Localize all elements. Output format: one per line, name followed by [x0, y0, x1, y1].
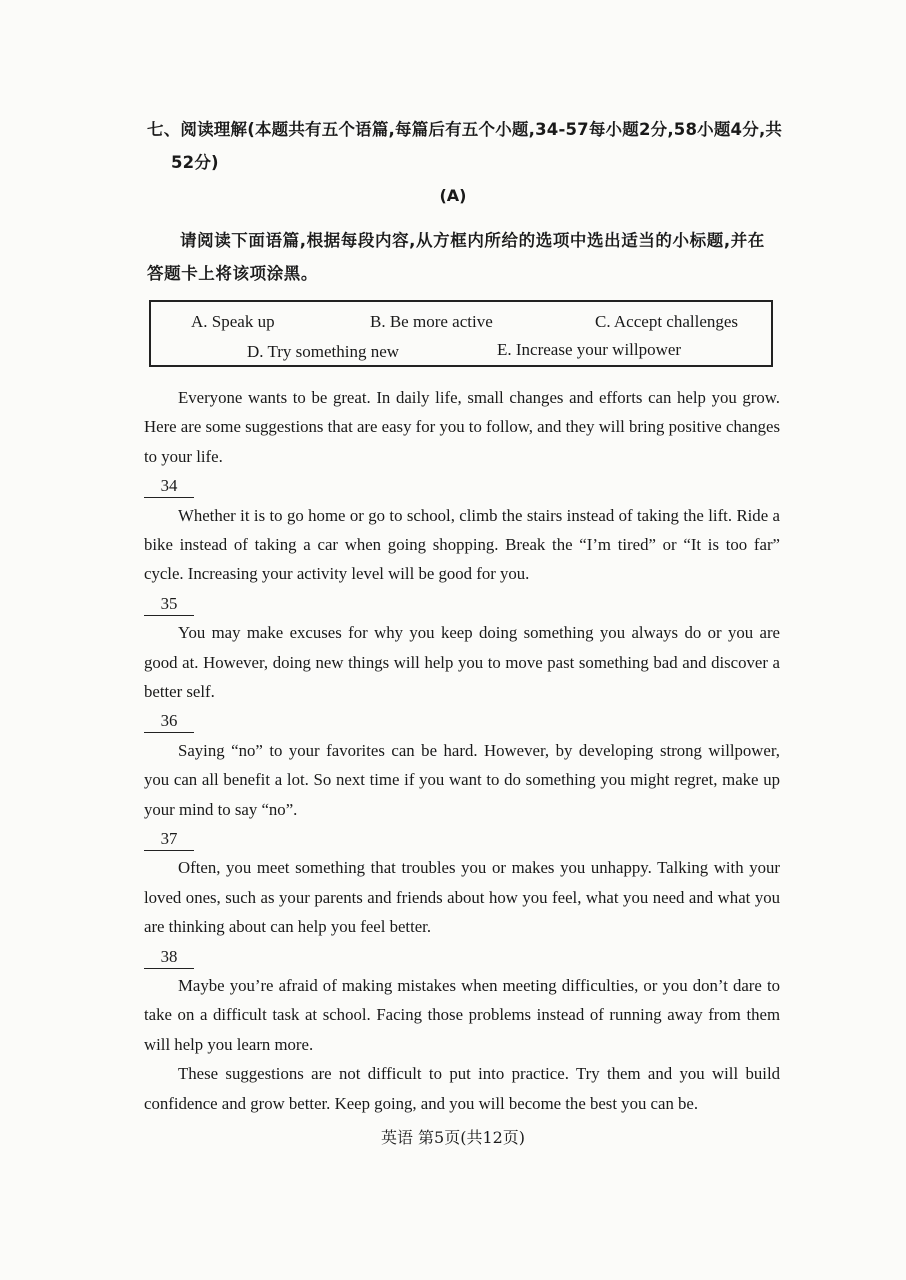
passage-body [144, 383, 780, 1118]
passage-label: (A) [439, 186, 467, 205]
answer-blank-38 [144, 942, 780, 971]
question-number: 34 [144, 475, 194, 498]
answer-blank-37 [144, 824, 780, 853]
question-number: 35 [144, 593, 194, 616]
options-box [149, 300, 773, 367]
answer-blank-34 [144, 471, 780, 500]
answer-blank-35 [144, 589, 780, 618]
question-paragraph: Maybe you’re afraid of making mistakes when meeting difficulties, or you don’t dare to take on a difficult task at school. Facing those problems instead of running away from them will help you learn more. [144, 976, 780, 1054]
question-paragraph: Saying “no” to your favorites can be hard. However, by developing strong willpower, you can all benefit a lot. So next time if you want to do something you might regret, make up your mind to say “no”. [144, 740, 780, 819]
section-heading-line2: 52分) [171, 153, 219, 172]
option-e: E. Increase your willpower [497, 340, 682, 359]
option-a: A. Speak up [191, 312, 275, 331]
page-footer: 英语 第5页(共12页) [380, 1128, 526, 1147]
answer-blank-36 [144, 706, 780, 735]
question-number: 36 [144, 710, 194, 733]
option-c: C. Accept challenges [595, 312, 739, 331]
question-paragraph: You may make excuses for why you keep doing something you always do or you are good at. However, doing new things will help you to move past something bad and discover a better self. [144, 623, 780, 702]
option-b: B. Be more active [370, 312, 493, 331]
option-d: D. Try something new [247, 342, 400, 361]
instruction-text: 请阅读下面语篇,根据每段内容,从方框内所给的选项中选出适当的小标题,并在答题卡上将该项涂黑。 [147, 231, 765, 283]
conclusion-paragraph: These suggestions are not difficult to put into practice. Try them and you will build confidence and grow better. Keep going, and you will become the best you can be. [144, 1064, 780, 1113]
section-heading-line1: 七、阅读理解(本题共有五个语篇,每篇后有五个小题,34-57每小题2分,58小题4分,共 [147, 120, 783, 139]
question-paragraph: Whether it is to go home or go to school, climb the stairs instead of taking the lift. Ride a bike instead of taking a car when going shopping. Break the “I’m tired” or “It is too far” cycle. Increasing your activity level will be good for you. [144, 505, 780, 584]
question-number: 38 [144, 946, 194, 969]
question-number: 37 [144, 828, 194, 851]
question-paragraph: Often, you meet something that troubles you or makes you unhappy. Talking with your loved ones, such as your parents and friends about how you feel, what you need and what you are thinking about can help you feel better. [144, 858, 780, 937]
section-heading [147, 113, 787, 179]
intro-paragraph: Everyone wants to be great. In daily life, small changes and efforts can help you grow. Here are some suggestions that are easy for you to follow, and they will bring positive changes to your life. [144, 388, 780, 466]
